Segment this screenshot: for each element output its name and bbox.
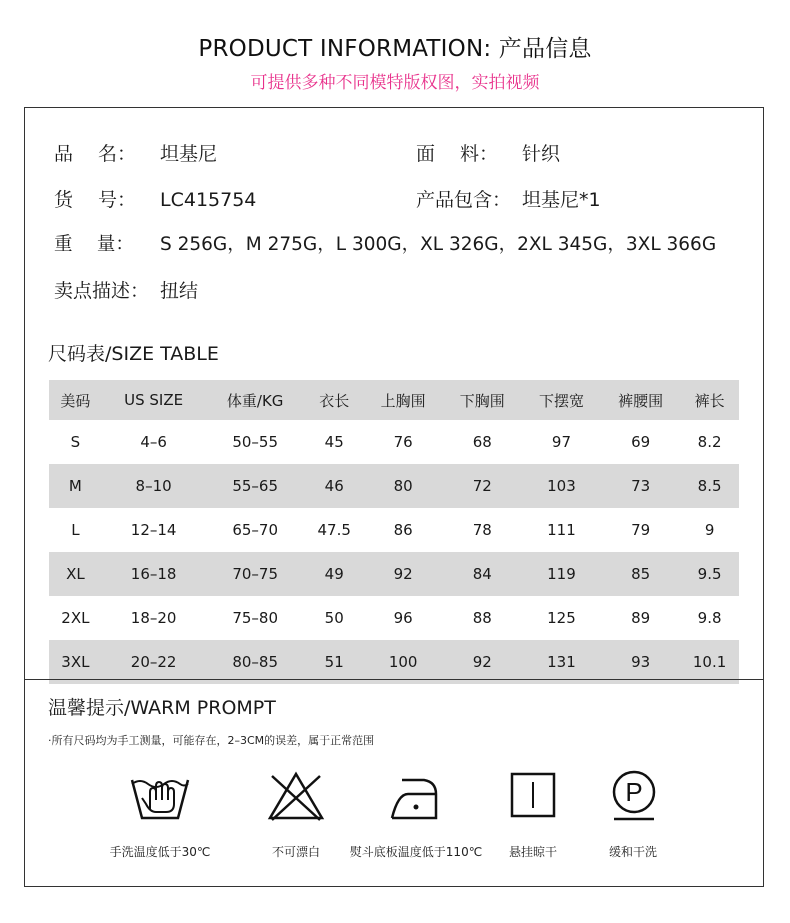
table-cell: 80 [364, 464, 443, 508]
table-cell: 97 [551, 433, 572, 451]
table-cell: 45 [324, 433, 344, 451]
table-cell: 84 [443, 552, 522, 596]
page-title: PRODUCT INFORMATION: 产品信息 [198, 36, 592, 62]
hand-wash-icon [128, 770, 192, 824]
table-cell: 131 [522, 640, 601, 684]
svg-text:P: P [625, 777, 643, 807]
table-cell: S [70, 433, 81, 451]
page-subtitle: 可提供多种不同模特版权图，实拍视频 [250, 73, 540, 93]
table-cell: 79 [631, 521, 651, 539]
sku-value: LC415754 [160, 189, 257, 211]
no-bleach-icon [266, 770, 326, 824]
warm-prompt-title: 温馨提示/WARM PROMPT [48, 697, 276, 719]
table-row [49, 508, 739, 552]
hang-dry-icon [510, 770, 556, 820]
table-cell: 10.1 [680, 640, 739, 684]
table-cell: 18–20 [130, 609, 177, 627]
table-row [49, 640, 739, 684]
table-cell: 8.2 [697, 433, 722, 451]
table-cell: 65–70 [232, 521, 278, 539]
table-cell: 68 [472, 433, 492, 451]
table-cell: 100 [364, 640, 443, 684]
header-cell: US SIZE [102, 380, 206, 420]
table-cell: 16–18 [102, 552, 206, 596]
header-cell: 美码 [49, 380, 102, 420]
table-cell: 93 [601, 640, 680, 684]
weight-label: 重 量： [54, 234, 134, 255]
table-cell: 9 [704, 521, 715, 539]
table-cell: 12–14 [130, 521, 177, 539]
table-cell: 72 [443, 464, 522, 508]
header-cell: 下胸围 [443, 380, 522, 420]
care-label-no-bleach: 不可漂白 [271, 845, 320, 859]
info-row-weight [54, 230, 716, 256]
table-cell: 8–10 [102, 464, 206, 508]
table-cell: 2XL [61, 609, 90, 627]
iron-icon [388, 770, 442, 824]
info-row-fabric [416, 139, 560, 166]
table-cell: 46 [305, 464, 364, 508]
table-row [49, 464, 739, 508]
table-row [49, 552, 739, 596]
table-cell: 80–85 [205, 640, 304, 684]
measurement-note: ·所有尺码均为手工测量，可能存在，2–3CM的误差，属于正常范围 [48, 734, 375, 747]
table-cell: 78 [472, 521, 492, 539]
table-row [49, 420, 739, 464]
table-cell: L [71, 521, 80, 539]
table-cell: 8.5 [680, 464, 739, 508]
table-cell: 69 [631, 433, 651, 451]
contents-value: 坦基尼*1 [522, 189, 601, 211]
name-label: 品 名： [54, 143, 137, 165]
size-table [49, 380, 739, 684]
table-cell: 3XL [49, 640, 102, 684]
table-cell: 51 [305, 640, 364, 684]
size-table-title: 尺码表/SIZE TABLE [48, 343, 219, 365]
info-row-feature [54, 276, 198, 303]
table-cell: 55–65 [205, 464, 304, 508]
header-cell: 体重/KG [205, 380, 304, 420]
table-cell: 73 [601, 464, 680, 508]
contents-label: 产品包含： [416, 189, 512, 211]
table-cell: 103 [522, 464, 601, 508]
header-cell: 衣长 [305, 380, 364, 420]
care-label-dry-clean: 缓和干洗 [608, 845, 657, 859]
header-cell: 上胸围 [364, 380, 443, 420]
table-cell: 85 [601, 552, 680, 596]
table-cell: 9.5 [680, 552, 739, 596]
size-table-header-row [49, 380, 739, 420]
table-cell: 125 [547, 609, 576, 627]
info-row-contents [416, 185, 601, 212]
table-cell: 88 [472, 609, 492, 627]
table-cell: 119 [522, 552, 601, 596]
fabric-label: 面 料： [416, 143, 499, 165]
table-cell: 92 [364, 552, 443, 596]
header-cell: 下摆宽 [522, 380, 601, 420]
care-label-hand-wash: 手洗温度低于30℃ [109, 845, 211, 859]
table-cell: 9.8 [697, 609, 722, 627]
table-cell: 92 [443, 640, 522, 684]
care-label-iron: 熨斗底板温度低于110℃ [349, 845, 483, 859]
header-cell: 裤长 [680, 380, 739, 420]
header-cell: 裤腰围 [601, 380, 680, 420]
table-cell: 47.5 [317, 521, 351, 539]
table-cell: 50–55 [232, 433, 278, 451]
sku-label: 货 号： [54, 189, 137, 211]
feature-label: 卖点描述： [54, 280, 150, 302]
feature-value: 扭结 [160, 280, 199, 302]
table-cell: XL [49, 552, 102, 596]
table-cell: 70–75 [205, 552, 304, 596]
table-cell: 86 [393, 521, 413, 539]
section-divider [24, 679, 764, 680]
info-row-sku [54, 185, 256, 212]
table-cell: 89 [631, 609, 651, 627]
table-cell: 111 [547, 521, 576, 539]
table-cell: 20–22 [102, 640, 206, 684]
table-row [49, 596, 739, 640]
fabric-value: 针织 [522, 143, 561, 165]
table-cell: 96 [393, 609, 413, 627]
table-cell: 49 [305, 552, 364, 596]
table-cell: 75–80 [232, 609, 278, 627]
weight-value: S 256G，M 275G，L 300G，XL 326G，2XL 345G，3XL 366G [160, 234, 717, 255]
table-cell: 4–6 [140, 433, 167, 451]
dry-clean-p-icon [610, 770, 658, 822]
name-value: 坦基尼 [160, 143, 218, 165]
table-cell: M [49, 464, 102, 508]
care-label-hang-dry: 悬挂晾干 [508, 845, 557, 859]
table-cell: 50 [324, 609, 344, 627]
table-cell: 76 [393, 433, 413, 451]
info-row-name [54, 139, 217, 166]
